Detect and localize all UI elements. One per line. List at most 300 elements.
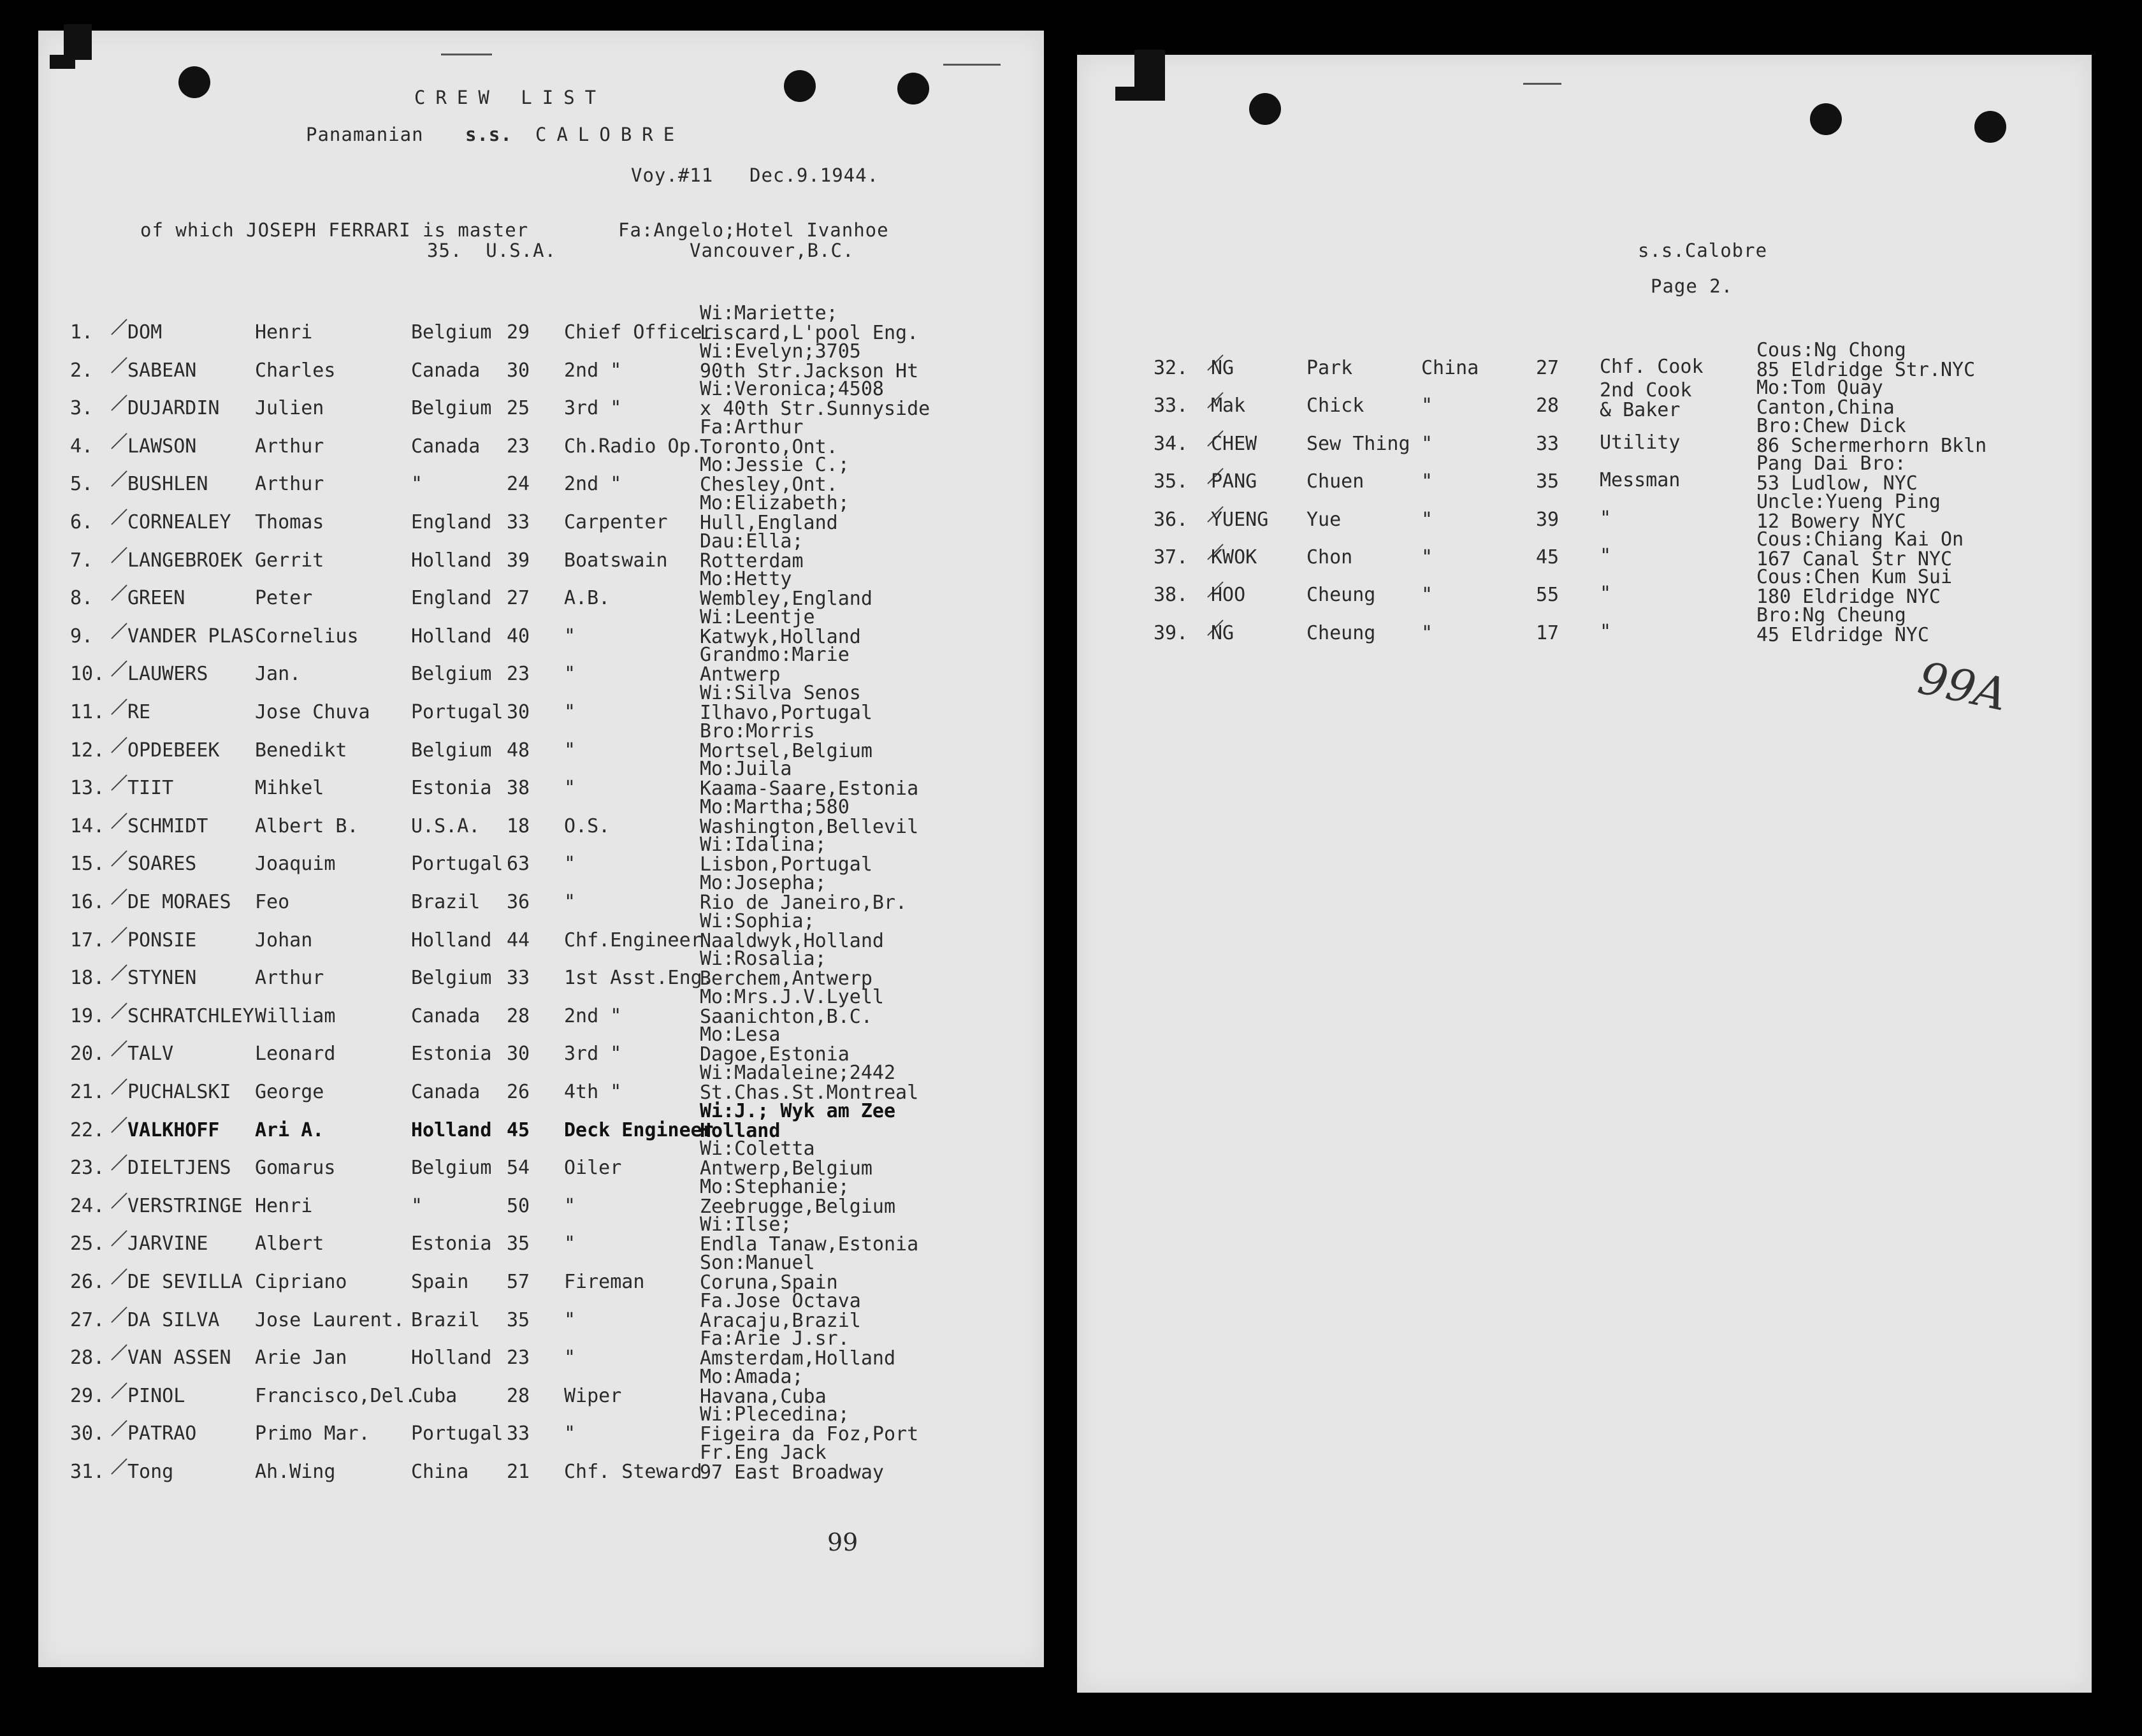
check-mark bbox=[111, 1078, 127, 1094]
row-number: 8. bbox=[70, 587, 94, 610]
remarks-line: 12 Bowery NYC bbox=[1756, 510, 1906, 533]
table-row bbox=[38, 721, 1044, 760]
remarks-line: Mortsel,Belgium bbox=[700, 739, 872, 762]
rank-line: Chf. Cook bbox=[1600, 356, 1704, 378]
remarks-line: Cous:Chen Kum Sui bbox=[1756, 566, 1953, 589]
remarks-line: Wi:Mariette; bbox=[700, 302, 838, 324]
given-name: Ari A. bbox=[255, 1118, 324, 1141]
nationality: Canada bbox=[411, 359, 481, 382]
surname: CHEW bbox=[1211, 432, 1257, 455]
nationality: Estonia bbox=[411, 1233, 492, 1255]
rank: " bbox=[564, 853, 576, 876]
table-row bbox=[1077, 340, 2092, 379]
rank bbox=[1600, 470, 1680, 490]
remarks-line: Chesley,Ont. bbox=[700, 474, 838, 496]
nationality: Estonia bbox=[411, 777, 492, 800]
nationality: " bbox=[1421, 470, 1433, 493]
rank bbox=[1600, 546, 1611, 566]
rank: Chief Officer bbox=[564, 321, 714, 344]
remarks bbox=[700, 797, 918, 837]
remarks bbox=[700, 1025, 850, 1064]
remarks bbox=[700, 493, 850, 533]
check-mark bbox=[111, 584, 127, 600]
remarks bbox=[700, 873, 907, 913]
age: 57 bbox=[507, 1271, 530, 1293]
remarks-line: Saanichton,B.C. bbox=[700, 1005, 872, 1028]
remarks-line: Fr.Eng Jack bbox=[700, 1442, 827, 1464]
row-number: 17. bbox=[70, 929, 105, 951]
nationality: Holland bbox=[411, 1118, 492, 1141]
age: 23 bbox=[507, 663, 530, 686]
remarks-line: Rio de Janeiro,Br. bbox=[700, 892, 908, 914]
check-mark bbox=[111, 1192, 127, 1208]
table-row bbox=[38, 1138, 1044, 1180]
remarks bbox=[700, 569, 872, 609]
surname: PANG bbox=[1211, 470, 1257, 493]
row-number: 26. bbox=[70, 1271, 105, 1293]
rank: O.S. bbox=[564, 814, 611, 837]
check-mark bbox=[111, 547, 127, 563]
crew-list-page-2 bbox=[1077, 55, 2092, 1693]
table-row bbox=[38, 1024, 1044, 1066]
remarks-line: Amsterdam,Holland bbox=[700, 1347, 896, 1370]
surname: DIELTJENS bbox=[127, 1157, 231, 1180]
row-number: 33. bbox=[1154, 394, 1189, 417]
punch-hole bbox=[1810, 103, 1842, 135]
table-row bbox=[38, 644, 1044, 686]
row-number: 12. bbox=[70, 739, 105, 762]
remarks bbox=[1756, 567, 1952, 607]
age: 54 bbox=[507, 1157, 530, 1180]
remarks-line: Katwyk,Holland bbox=[700, 625, 861, 648]
remarks bbox=[700, 949, 872, 988]
remarks-line: Wi:Idalina; bbox=[700, 834, 827, 857]
rank-line: 2nd Cook bbox=[1600, 379, 1692, 402]
punch-hole bbox=[1974, 111, 2006, 143]
remarks-line: Wi:Veronica;4508 bbox=[700, 378, 884, 401]
age: 45 bbox=[1536, 546, 1559, 568]
given-name: Primo Mar. bbox=[255, 1422, 370, 1445]
check-mark bbox=[111, 927, 127, 943]
table-row bbox=[38, 758, 1044, 800]
table-row bbox=[38, 985, 1044, 1028]
nationality: England bbox=[411, 511, 492, 533]
remarks-line: Mo:Lesa bbox=[700, 1024, 781, 1046]
given-name: Jose Chuva bbox=[255, 701, 370, 723]
nationality: Holland bbox=[411, 1347, 492, 1370]
nationality: Portugal bbox=[411, 1422, 503, 1445]
remarks bbox=[700, 1291, 861, 1331]
table-row bbox=[38, 532, 1044, 570]
nationality: Holland bbox=[411, 625, 492, 647]
table-row bbox=[38, 1327, 1044, 1370]
age: 30 bbox=[507, 359, 530, 382]
page-title: CREW LIST bbox=[414, 87, 607, 108]
age: 30 bbox=[507, 1043, 530, 1066]
given-name: Park bbox=[1306, 357, 1353, 379]
table-row bbox=[38, 682, 1044, 724]
remarks-line: Cous:Ng Chong bbox=[1756, 339, 1906, 361]
row-number: 15. bbox=[70, 853, 105, 876]
remarks-line: Wi:Coletta bbox=[700, 1138, 815, 1161]
rank: Oiler bbox=[564, 1157, 622, 1180]
remarks-line: Havana,Cuba bbox=[700, 1385, 827, 1408]
nationality: " bbox=[1421, 394, 1433, 417]
nationality: Belgium bbox=[411, 321, 492, 344]
rank: 2nd " bbox=[564, 1004, 622, 1027]
remarks-line: Zeebrugge,Belgium bbox=[700, 1195, 896, 1218]
check-mark bbox=[111, 964, 127, 980]
nationality: " bbox=[1421, 584, 1433, 607]
rank: " bbox=[564, 1422, 576, 1445]
check-mark bbox=[111, 888, 127, 904]
row-number: 39. bbox=[1154, 621, 1189, 644]
age: 63 bbox=[507, 853, 530, 876]
rank: " bbox=[564, 777, 576, 800]
nationality: Belgium bbox=[411, 397, 492, 420]
given-name: Henri bbox=[255, 321, 313, 344]
row-number: 25. bbox=[70, 1233, 105, 1255]
remarks bbox=[700, 607, 861, 647]
remarks bbox=[1756, 530, 1964, 569]
table-row bbox=[38, 607, 1044, 646]
table-row bbox=[1077, 530, 2092, 568]
nationality: China bbox=[411, 1461, 469, 1483]
surname: STYNEN bbox=[127, 967, 197, 990]
check-mark bbox=[111, 851, 127, 867]
given-name: Cheung bbox=[1306, 621, 1376, 644]
remarks-line: 97 East Broadway bbox=[700, 1461, 884, 1484]
list-date: Dec.9.1944. bbox=[749, 164, 879, 186]
table-row bbox=[38, 1442, 1044, 1484]
surname: PATRAO bbox=[127, 1422, 197, 1445]
master-line: of which JOSEPH FERRARI is master bbox=[140, 219, 529, 241]
row-number: 11. bbox=[70, 701, 105, 723]
check-mark bbox=[111, 1382, 127, 1398]
rank: " bbox=[564, 1347, 576, 1370]
nationality: Brazil bbox=[411, 1308, 481, 1331]
given-name: Francisco,Del. bbox=[255, 1384, 416, 1407]
remarks bbox=[700, 1253, 838, 1292]
surname: DOM bbox=[127, 321, 163, 344]
row-number: 37. bbox=[1154, 546, 1189, 568]
rank bbox=[1600, 357, 1704, 377]
vessel-prefix: s.s. bbox=[465, 124, 512, 145]
remarks-line: Wembley,England bbox=[700, 588, 872, 611]
age: 18 bbox=[507, 814, 530, 837]
check-mark bbox=[111, 1458, 127, 1474]
remarks-line: Coruna,Spain bbox=[700, 1271, 838, 1294]
master-age-nationality: 35. U.S.A. bbox=[427, 240, 557, 261]
rank: Ch.Radio Op. bbox=[564, 435, 702, 458]
given-name: Arie Jan bbox=[255, 1347, 347, 1370]
remarks bbox=[700, 1329, 895, 1368]
remarks-line: 167 Canal Str NYC bbox=[1756, 548, 1953, 570]
table-row bbox=[1077, 377, 2092, 422]
age: 28 bbox=[1536, 394, 1559, 417]
pencil-mark bbox=[943, 64, 1001, 66]
age: 50 bbox=[507, 1194, 530, 1217]
surname: TIIT bbox=[127, 777, 174, 800]
surname: PONSIE bbox=[127, 929, 197, 951]
table-row bbox=[38, 303, 1044, 342]
age: 30 bbox=[507, 701, 530, 723]
remarks bbox=[1756, 378, 1895, 417]
surname: SCHRATCHLEY bbox=[127, 1004, 254, 1027]
nationality: England bbox=[411, 587, 492, 610]
rank: " bbox=[564, 739, 576, 762]
row-number: 36. bbox=[1154, 508, 1189, 531]
remarks bbox=[700, 1139, 872, 1178]
rank-line: " bbox=[1600, 582, 1612, 605]
given-name: Yue bbox=[1306, 508, 1342, 531]
remarks-line: 86 Schermerhorn Bkln bbox=[1756, 434, 1987, 457]
remarks-line: Bro:Morris bbox=[700, 720, 815, 742]
nationality: Panamanian bbox=[306, 124, 424, 145]
table-row bbox=[38, 1252, 1044, 1294]
vessel-name: CALOBRE bbox=[535, 124, 685, 145]
rank: A.B. bbox=[564, 587, 611, 610]
remarks-line: 53 Ludlow, NYC bbox=[1756, 472, 1918, 495]
remarks-line: Endla Tanaw,Estonia bbox=[700, 1233, 919, 1256]
rank: " bbox=[564, 1233, 576, 1255]
rank: 4th " bbox=[564, 1081, 622, 1103]
surname: PINOL bbox=[127, 1384, 185, 1407]
rank: " bbox=[564, 701, 576, 723]
surname: Tong bbox=[127, 1461, 174, 1483]
remarks-line: Kaama-Saare,Estonia bbox=[700, 778, 919, 800]
page-number: 99 bbox=[827, 1528, 858, 1556]
table-row bbox=[38, 1365, 1044, 1408]
surname: OPDEBEEK bbox=[127, 739, 220, 762]
remarks bbox=[1756, 492, 1941, 532]
rank-line: " bbox=[1600, 620, 1612, 643]
check-mark bbox=[111, 661, 127, 677]
age: 24 bbox=[507, 473, 530, 496]
given-name: Peter bbox=[255, 587, 313, 610]
row-number: 18. bbox=[70, 967, 105, 990]
age: 25 bbox=[507, 397, 530, 420]
table-row bbox=[38, 1289, 1044, 1332]
age: 33 bbox=[507, 1422, 530, 1445]
table-row bbox=[38, 1175, 1044, 1218]
remarks-line: Hull,England bbox=[700, 512, 838, 534]
rank: 3rd " bbox=[564, 397, 622, 420]
remarks-line: Dagoe,Estonia bbox=[700, 1043, 850, 1066]
pencil-mark bbox=[441, 54, 492, 55]
age: 33 bbox=[1536, 432, 1559, 455]
surname: JARVINE bbox=[127, 1233, 208, 1255]
remarks bbox=[1756, 416, 1986, 456]
age: 17 bbox=[1536, 621, 1559, 644]
remarks-line: St.Chas.St.Montreal bbox=[700, 1081, 919, 1104]
nationality: Holland bbox=[411, 549, 492, 572]
nationality: Canada bbox=[411, 1004, 481, 1027]
row-number: 30. bbox=[70, 1422, 105, 1445]
surname: TALV bbox=[127, 1043, 174, 1066]
given-name: Sew Thing bbox=[1306, 432, 1410, 455]
surname: NG bbox=[1211, 621, 1234, 644]
remarks-line: Canton,China bbox=[1756, 396, 1895, 419]
given-name: Chick bbox=[1306, 394, 1364, 417]
row-number: 5. bbox=[70, 473, 94, 496]
age: 33 bbox=[507, 967, 530, 990]
rank bbox=[1600, 380, 1692, 420]
table-row bbox=[1077, 566, 2092, 609]
check-mark bbox=[111, 1268, 127, 1284]
remarks-line: Pang Dai Bro: bbox=[1756, 452, 1906, 475]
table-row bbox=[38, 948, 1044, 990]
given-name: Chon bbox=[1306, 546, 1353, 568]
remarks-line: Wi:Sophia; bbox=[700, 909, 815, 932]
given-name: Charles bbox=[255, 359, 336, 382]
remarks-line: Washington,Bellevil bbox=[700, 815, 919, 838]
nationality: " bbox=[1421, 546, 1433, 568]
remarks bbox=[700, 1177, 895, 1217]
age: 44 bbox=[507, 929, 530, 951]
table-row bbox=[38, 454, 1044, 496]
surname: LAWSON bbox=[127, 435, 197, 458]
rank: " bbox=[564, 1308, 576, 1331]
given-name: Cornelius bbox=[255, 625, 359, 647]
rank bbox=[1600, 509, 1611, 528]
age: 29 bbox=[507, 321, 530, 344]
remarks-line: Lisbon,Portugal bbox=[700, 853, 872, 876]
row-number: 29. bbox=[70, 1384, 105, 1407]
remarks bbox=[700, 1405, 918, 1444]
rank: Chf.Engineer bbox=[564, 929, 702, 951]
rank: 3rd " bbox=[564, 1043, 622, 1066]
vessel-name: s.s.Calobre bbox=[1638, 240, 1768, 261]
remarks-line: 85 Eldridge Str.NYC bbox=[1756, 359, 1976, 381]
nationality: China bbox=[1421, 357, 1479, 379]
voyage-number: Voy.#11 bbox=[631, 164, 714, 186]
row-number: 3. bbox=[70, 397, 94, 420]
remarks bbox=[700, 987, 884, 1027]
given-name: Gerrit bbox=[255, 549, 324, 572]
row-number: 7. bbox=[70, 549, 94, 572]
given-name: Feo bbox=[255, 891, 290, 913]
remarks-line: Fa:Arthur bbox=[700, 416, 804, 438]
remarks-line: Wi:Leentje bbox=[700, 605, 815, 628]
nationality: Spain bbox=[411, 1271, 469, 1293]
check-mark bbox=[111, 1041, 127, 1057]
given-name: Thomas bbox=[255, 511, 324, 533]
remarks-line: x 40th Str.Sunnyside bbox=[700, 398, 930, 421]
surname: HOO bbox=[1211, 584, 1246, 607]
rank: Wiper bbox=[564, 1384, 622, 1407]
age: 23 bbox=[507, 1347, 530, 1370]
row-number: 23. bbox=[70, 1157, 105, 1180]
check-mark bbox=[111, 433, 127, 449]
check-mark bbox=[111, 1306, 127, 1322]
remarks-line: Bro:Chew Dick bbox=[1756, 414, 1906, 437]
nationality: U.S.A. bbox=[411, 814, 481, 837]
nationality: " bbox=[1421, 432, 1433, 455]
age: 40 bbox=[507, 625, 530, 647]
nationality: Holland bbox=[411, 929, 492, 951]
given-name: Julien bbox=[255, 397, 324, 420]
given-name: Cipriano bbox=[255, 1271, 347, 1293]
check-mark bbox=[111, 394, 127, 410]
table-row bbox=[1077, 414, 2092, 457]
remarks bbox=[1756, 340, 1975, 380]
remarks bbox=[700, 455, 850, 495]
remarks-line: Mo:Juila bbox=[700, 758, 792, 781]
age: 21 bbox=[507, 1461, 530, 1483]
check-mark bbox=[111, 319, 127, 335]
check-mark bbox=[111, 1117, 127, 1132]
age: 23 bbox=[507, 435, 530, 458]
row-number: 1. bbox=[70, 321, 94, 344]
rank-line: Utility bbox=[1600, 431, 1681, 454]
surname: VERSTRINGE bbox=[127, 1194, 243, 1217]
rank: Chf. Steward bbox=[564, 1461, 702, 1483]
row-number: 16. bbox=[70, 891, 105, 913]
row-number: 10. bbox=[70, 663, 105, 686]
remarks-line: Antwerp,Belgium bbox=[700, 1157, 872, 1180]
remarks bbox=[700, 303, 918, 343]
given-name: William bbox=[255, 1004, 336, 1027]
nationality: Portugal bbox=[411, 853, 503, 876]
surname: CORNEALEY bbox=[127, 511, 231, 533]
surname: SCHMIDT bbox=[127, 814, 208, 837]
row-number: 27. bbox=[70, 1308, 105, 1331]
rank-line: " bbox=[1600, 507, 1612, 530]
remarks-line: Mo:Elizabeth; bbox=[700, 492, 850, 514]
surname: VAN ASSEN bbox=[127, 1347, 231, 1370]
check-mark bbox=[111, 698, 127, 714]
rank: " bbox=[564, 891, 576, 913]
remarks-line: Fa:Arie J.sr. bbox=[700, 1327, 850, 1350]
given-name: Benedikt bbox=[255, 739, 347, 762]
remarks bbox=[700, 1367, 827, 1407]
rank: Fireman bbox=[564, 1271, 645, 1293]
row-number: 21. bbox=[70, 1081, 105, 1103]
given-name: Johan bbox=[255, 929, 313, 951]
rank bbox=[1600, 433, 1680, 452]
table-row bbox=[38, 568, 1044, 611]
surname: YUENG bbox=[1211, 508, 1269, 531]
remarks-line: Toronto,Ont. bbox=[700, 435, 838, 458]
rank: Carpenter bbox=[564, 511, 668, 533]
check-mark bbox=[111, 357, 127, 373]
row-number: 4. bbox=[70, 435, 94, 458]
remarks bbox=[700, 532, 804, 571]
given-name: Cheung bbox=[1306, 584, 1376, 607]
rank-line: & Baker bbox=[1600, 399, 1681, 422]
remarks-line: 90th Str.Jackson Ht bbox=[700, 359, 919, 382]
table-row bbox=[1077, 605, 2092, 644]
table-row bbox=[38, 795, 1044, 838]
row-number: 24. bbox=[70, 1194, 105, 1217]
given-name: Henri bbox=[255, 1194, 313, 1217]
surname: KWOK bbox=[1211, 546, 1257, 568]
rank: Boatswain bbox=[564, 549, 668, 572]
table-row bbox=[38, 1062, 1044, 1104]
surname: GREEN bbox=[127, 587, 185, 610]
remarks bbox=[700, 1063, 918, 1103]
remarks-line: Bro:Ng Cheung bbox=[1756, 604, 1906, 626]
page-label: Page 2. bbox=[1651, 275, 1733, 297]
check-mark bbox=[111, 623, 127, 639]
row-number: 35. bbox=[1154, 470, 1189, 493]
punch-hole bbox=[1249, 93, 1281, 125]
rank: Deck Engineer bbox=[564, 1118, 714, 1141]
remarks bbox=[700, 342, 918, 381]
given-name: Chuen bbox=[1306, 470, 1364, 493]
remarks-line: Fa.Jose Octava bbox=[700, 1289, 861, 1312]
